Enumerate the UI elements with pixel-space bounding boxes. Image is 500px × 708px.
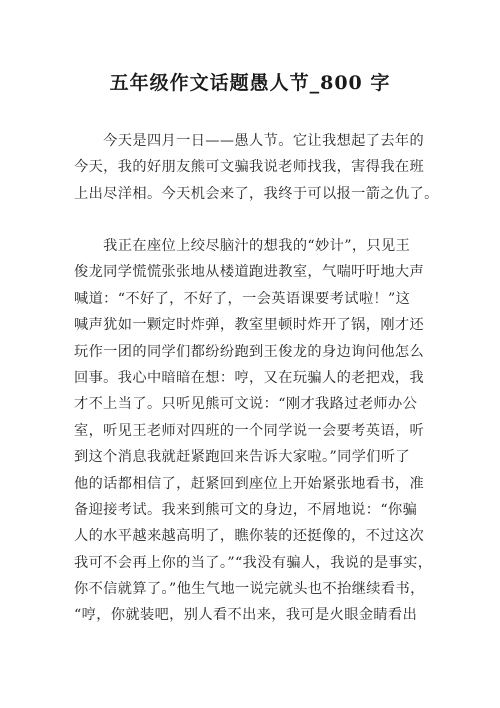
- text-line: 我正在座位上绞尽脑汁的想我的“妙计”，只见王: [74, 238, 411, 254]
- text-line: 喊声犹如一颗定时炸弹，教室里顿时炸开了锅，刚才还: [74, 317, 425, 334]
- text-line: 他的话都相信了，赶紧回到座位上开始紧张地看书，准: [74, 475, 425, 492]
- text-line: “哼，你就装吧，别人看不出来，我可是火眼金睛看出: [74, 607, 418, 624]
- text-line: 我可不会再上你的当了。”“我没有骗人，我说的是事实，: [74, 554, 433, 571]
- paragraph-1: [74, 128, 439, 207]
- text-line: 今天是四月一日——愚人节。它让我想起了去年的: [74, 133, 425, 149]
- text-line: 今天，我的好朋友熊可文骗我说老师找我，害得我在班: [74, 159, 425, 176]
- text-line: 人的水平越来越高明了，瞧你装的还挺像的，不过这次: [74, 528, 425, 545]
- text-line: 上出尽洋相。今天机会来了，我终于可以报一箭之仇了。: [74, 185, 439, 202]
- text-line: 备迎接考试。我来到熊可文的身边，不屑地说：“你骗: [74, 501, 418, 518]
- text-line: 玩作一团的同学们都纷纷跑到王俊龙的身边询问他怎么: [74, 343, 425, 360]
- text-line: 室，听见王老师对四班的一个同学说一会要考英语，听: [74, 422, 425, 439]
- document-title: 五年级作文话题愚人节_800 字: [109, 72, 391, 94]
- text-line: 你不信就算了。”他生气地一说完就头也不抬继续看书，: [74, 581, 425, 598]
- text-line: 俊龙同学慌慌张张地从楼道跑进教室，气喘吁吁地大声: [74, 264, 425, 281]
- text-line: 喊道：“不好了，不好了，一会英语课要考试啦！”这: [74, 290, 411, 307]
- paragraph-2: [74, 233, 434, 629]
- text-line: 才不上当了。只听见熊可文说：“刚才我路过老师办公: [74, 396, 418, 413]
- text-line: 回事。我心中暗暗在想：哼，又在玩骗人的老把戏，我: [74, 369, 425, 386]
- text-line: 到这个消息我就赶紧跑回来告诉大家啦。”同学们听了: [74, 449, 411, 466]
